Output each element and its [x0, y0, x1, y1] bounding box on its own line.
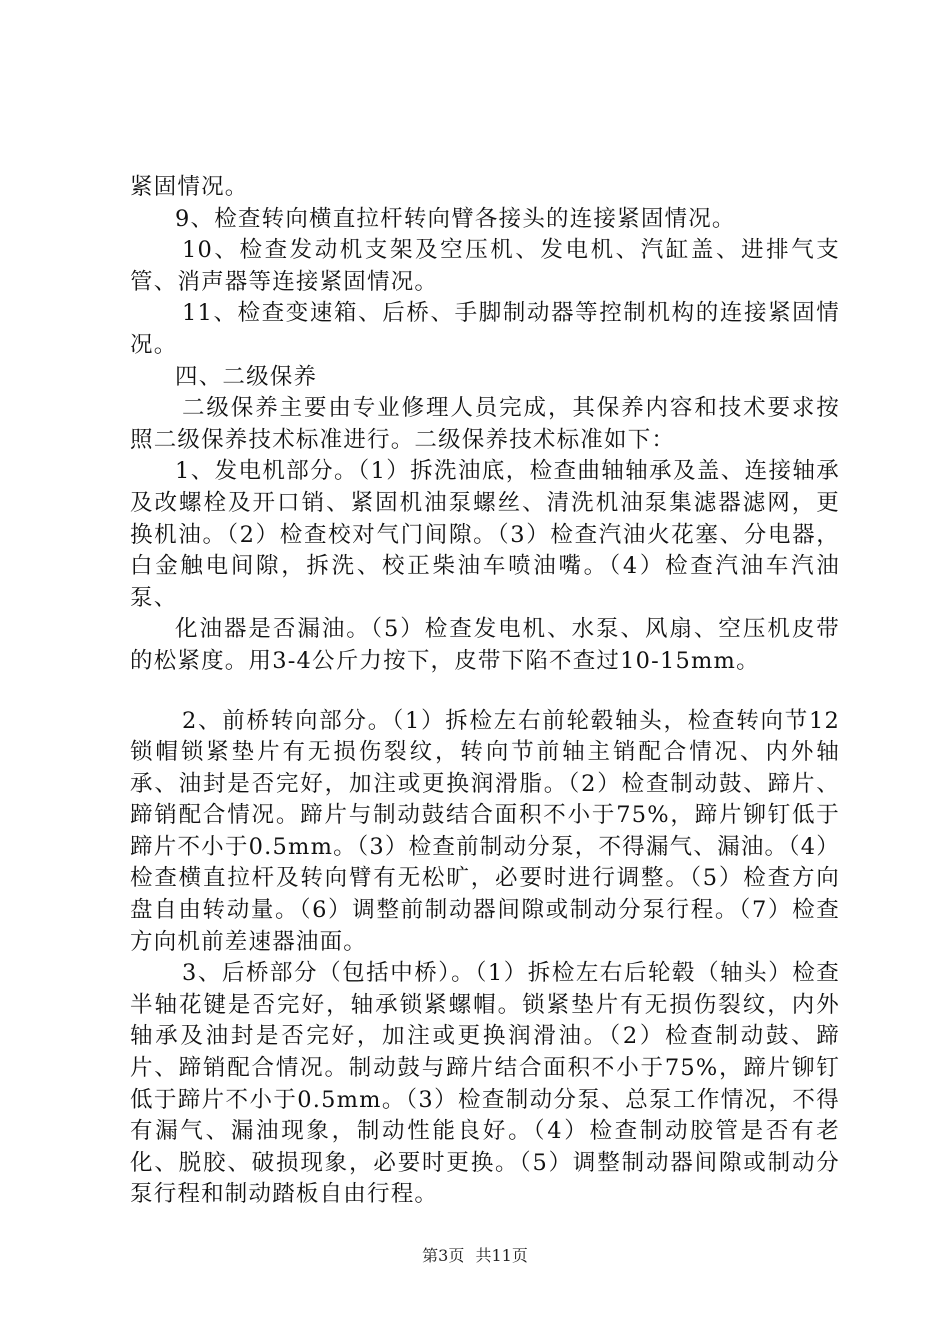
paragraph-item-11: 11、检查变速箱、后桥、手脚制动器等控制机构的连接紧固情况。	[130, 300, 840, 358]
paragraph-gap	[130, 678, 840, 706]
document-body	[130, 172, 840, 1211]
paragraph-item-10: 10、检查发动机支架及空压机、发电机、汽缸盖、进排气支管、消声器等连接紧固情况。	[130, 237, 840, 295]
page-footer	[0, 1243, 950, 1266]
section-heading: 四、二级保养	[175, 363, 318, 390]
paragraph-front-axle: 2、前桥转向部分。（1）拆检左右前轮毂轴头，检查转向节12锁帽锁紧垫片有无损伤裂纹，转向节前轴主销配合情况、内外轴承、油封是否完好，加注或更换润滑脂。（2）检查制动鼓、蹄片、蹄销配合情况。蹄片与制动鼓结合面积不小于75%，蹄片铆钉低于蹄片不小于0.5mm。（3）检查前制动分泵，不得漏气、漏油。（4）检查横直拉杆及转向臂有无松旷，必要时进行调整。（5）检查方向盘自由转动量。（6）调整前制动器间隙或制动分泵行程。（7）检查方向机前差速器油面。	[130, 707, 840, 955]
paragraph-generator: 1、发电机部分。（1）拆洗油底，检查曲轴轴承及盖、连接轴承及改螺栓及开口销、紧固机油泵螺丝、清洗机油泵集滤器滤网，更换机油。（2）检查校对气门间隙。（3）检查汽油火花塞、分电器，白金触电间隙，拆洗、校正柴油车喷油嘴。（4）检查汽油车汽油泵、	[130, 458, 840, 611]
page-number: 第3页	[422, 1246, 465, 1265]
page-total: 共11页	[475, 1246, 528, 1265]
paragraph-item-9: 9、检查转向横直拉杆转向臂各接头的连接紧固情况。	[175, 205, 736, 232]
paragraph-rear-axle: 3、后桥部分（包括中桥）。（1）拆检左右后轮毂（轴头）检查半轴花键是否完好，轴承锁紧螺帽。锁紧垫片有无损伤裂纹，内外轴承及油封是否完好，加注或更换润滑油。（2）检查制动鼓、蹄片、蹄销配合情况。制动鼓与蹄片结合面积不小于75%，蹄片铆钉低于蹄片不小于0.5mm。（3）检查制动分泵、总泵工作情况，不得有漏气、漏油现象，制动性能良好。（4）检查制动胶管是否有老化、脱胶、破损现象，必要时更换。（5）调整制动器间隙或制动分泵行程和制动踏板自由行程。	[130, 960, 840, 1208]
paragraph-intro: 二级保养主要由专业修理人员完成，其保养内容和技术要求按照二级保养技术标准进行。二级保养技术标准如下：	[130, 395, 840, 453]
paragraph-carburetor: 化油器是否漏油。（5）检查发电机、水泵、风扇、空压机皮带的松紧度。用3-4公斤力按下，皮带下陷不查过10-15mm。	[130, 616, 840, 674]
paragraph-continuation: 紧固情况。	[130, 174, 249, 200]
